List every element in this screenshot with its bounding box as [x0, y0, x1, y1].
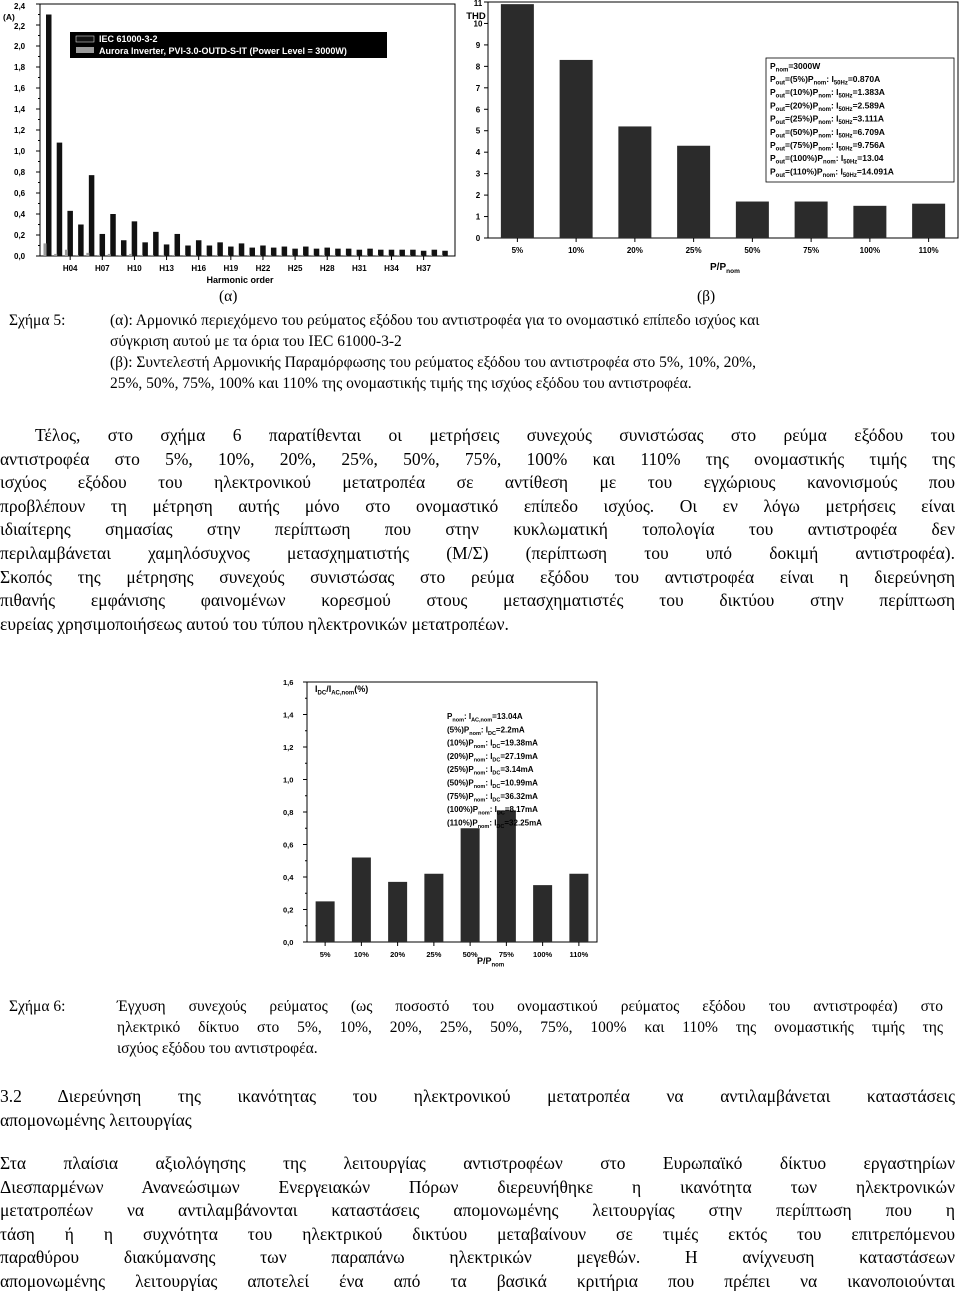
harmonics-bar-iec: [228, 247, 234, 256]
fig6-caption-line: ηλεκτρικό δίκτυο στο 5%, 10%, 20%, 25%, 50%, 75%, 100% και 110% της ονομαστικής τιμής της: [117, 1019, 943, 1036]
thd-legend-entry: $P_{out}=(5\%)P_{nom}$: $I_{50Hz}=0.870A$: [770, 74, 881, 87]
thd-legend-entry: $P_{out}=(10\%)P_{nom}$: $I_{50Hz}=1.383A$: [770, 87, 885, 100]
harmonics-bar-iec: [196, 240, 202, 256]
dc-xtick-label: 20%: [390, 950, 406, 959]
harmonics-bar-iec: [57, 143, 63, 256]
harmonics-xtick-label: H10: [127, 264, 142, 273]
harmonics-ytick-label: 0,0: [14, 252, 26, 261]
paragraph-line: τάση ή η συχνότητα του ηλεκτρικού δικτύου μεταβαίνουν σε τιμές εκτός του επιτρεπόμενου: [0, 1223, 955, 1244]
harmonics-bar-iec: [142, 242, 148, 256]
thd-xtick-label: 110%: [918, 246, 939, 255]
harmonics-bar-iec: [335, 249, 341, 256]
harmonics-bar-aurora: [268, 255, 271, 256]
dc-ytick-label: 0,8: [283, 808, 294, 817]
dc-ytick-label: 0,6: [283, 840, 294, 850]
harmonics-bar-iec: [164, 244, 170, 256]
harmonics-ytick-label: 1,0: [14, 147, 26, 156]
harmonics-bar-aurora: [322, 255, 325, 256]
fig6-label: Σχήμα 6:: [9, 998, 66, 1015]
thd-legend-entry: $P_{out}=(110\%)P_{nom}$: $I_{50Hz}=14.091A$: [770, 166, 894, 179]
harmonics-bar-aurora: [204, 255, 207, 256]
thd-ytick-label: 8: [475, 62, 481, 72]
harmonics-bar-aurora: [183, 255, 186, 256]
harmonics-bar-iec: [185, 246, 191, 257]
thd-bar: [736, 202, 769, 238]
dc-ytick-label: 1,6: [283, 678, 294, 687]
harmonics-bar-aurora: [161, 255, 164, 256]
dc-bar: [352, 858, 371, 943]
harmonics-bar-aurora: [140, 255, 143, 256]
dc-bar: [533, 885, 552, 942]
thd-ytick-label: 0: [475, 234, 481, 243]
thd-ytick-label: 10: [473, 19, 483, 29]
harmonics-bar-aurora: [54, 254, 57, 256]
fig5-caption-line: (β): Συντελεστή Αρμονικής Παραμόρφωσης του ρεύματος εξόδου του αντιστροφέα στο 5%, 10%, 20%,: [110, 354, 756, 371]
dc-legend-entry: $(10\%)P_{nom}$: $I_{DC}=19.38mA$: [447, 738, 538, 751]
harmonics-bar-aurora: [440, 255, 443, 256]
harmonics-xtick-label: H13: [159, 264, 174, 273]
paragraph-line: ισχύος εξόδου του ηλεκτρονικού μετατροπέα σε αντίθεση με του εγχώριους κανονισμούς που: [0, 472, 955, 493]
harmonics-bar-iec: [67, 211, 73, 256]
thd-ytick-label: 1: [475, 212, 481, 222]
harmonics-bar-aurora: [343, 255, 346, 256]
harmonics-bar-iec: [292, 249, 298, 256]
harmonics-xlabel: Harmonic order: [206, 275, 274, 285]
harmonics-bar-iec: [78, 225, 84, 257]
harmonics-ytick-label: 2,4: [14, 2, 26, 11]
section-paragraph: [0, 1152, 955, 1294]
thd-ytick-label: 11: [473, 0, 483, 8]
harmonics-xtick-label: H04: [62, 264, 78, 273]
paragraph-line: Διεσπαρμένων Ανανεώσιμων Ενεργειακών Πόρων διερευνήθηκε η ικανότητα των ηλεκτρονικών: [0, 1176, 955, 1197]
harmonics-bar-iec: [271, 248, 277, 256]
harmonics-ytick-label: 0,4: [14, 210, 26, 219]
dc-ytick-label: 0,4: [283, 873, 294, 882]
harmonics-bar-aurora: [65, 250, 68, 256]
harmonics-ytick-label: 2,2: [14, 22, 26, 31]
harmonics-bar-aurora: [429, 255, 432, 256]
harmonics-ytick-label: 1,8: [14, 63, 26, 72]
thd-xtick-label: 20%: [626, 246, 643, 255]
harmonics-bar-aurora: [86, 253, 89, 256]
harmonics-bar-iec: [282, 247, 288, 256]
harmonics-ylabel: (A): [3, 12, 15, 22]
thd-ytick-label: 9: [475, 40, 481, 50]
harmonics-bar-aurora: [365, 255, 368, 256]
harmonics-xtick-label: H22: [255, 264, 271, 273]
dc-xtick-label: 110%: [569, 950, 589, 959]
thd-legend-entry: $P_{out}=(50\%)P_{nom}$: $I_{50Hz}=6.709A$: [770, 126, 885, 140]
harmonics-bar-iec: [442, 251, 448, 256]
harmonics-bar-iec: [153, 232, 159, 256]
harmonics-bar-aurora: [76, 255, 79, 256]
dc-bar: [497, 810, 516, 942]
dc-ytick-label: 0,2: [283, 905, 294, 915]
dc-ytick-label: 1,0: [283, 775, 294, 785]
thd-ytick-label: 2: [475, 191, 481, 201]
harmonics-bar-aurora: [172, 255, 175, 256]
thd-legend-entry: $P_{out}=(20\%)P_{nom}$: $I_{50Hz}=2.589A$: [770, 100, 885, 113]
thd-chart: [460, 0, 960, 290]
dc-bar: [316, 901, 335, 942]
harmonics-bar-iec: [357, 250, 363, 256]
fig6-caption-line: ισχύος εξόδου του αντιστροφέα.: [117, 1040, 318, 1057]
harmonics-xtick-label: H34: [384, 264, 399, 273]
thd-legend: [766, 58, 954, 182]
dc-legend-entry: $(25\%)P_{nom}$: $I_{DC}=3.14mA$: [447, 765, 534, 777]
harmonics-bar-iec: [346, 249, 352, 256]
harmonics-bar-aurora: [226, 255, 229, 256]
harmonics-bar-iec: [260, 246, 266, 257]
harmonics-bar-iec: [110, 214, 116, 256]
harmonics-bar-iec: [314, 249, 320, 256]
harmonics-bar-iec: [410, 250, 416, 256]
harmonics-bar-iec: [421, 251, 427, 256]
harmonics-bar-iec: [175, 234, 181, 256]
dc-bar: [461, 828, 480, 942]
thd-bar: [853, 206, 886, 238]
harmonics-bar-aurora: [418, 255, 421, 256]
harmonics-bar-aurora: [129, 254, 132, 256]
harmonics-bar-iec: [367, 249, 373, 256]
harmonics-bar-iec: [378, 250, 384, 256]
harmonics-bar-iec: [303, 247, 309, 256]
fig6-caption-line: Έγχυση συνεχούς ρεύματος (ως ποσοστό του ονομαστικού ρεύματος εξόδου του αντιστροφέα) στο: [117, 998, 943, 1015]
thd-ytick-label: 3: [475, 169, 481, 179]
harmonics-bar-aurora: [118, 255, 121, 256]
dc-bar: [388, 882, 407, 942]
paragraph-line: Σκοπός της μέτρησης συνεχούς συνιστώσας στο ρεύμα εξόδου του αντιστροφέα είναι η διερεύνηση: [0, 566, 955, 587]
harmonics-ytick-label: 1,2: [14, 126, 26, 135]
fig5-caption-line: σύγκριση αυτού με τα όρια του IEC 61000-3-2: [110, 333, 402, 350]
thd-bar: [795, 202, 828, 238]
thd-xlabel: $P/P_{nom}$: [710, 262, 740, 275]
harmonics-bar-iec: [132, 221, 138, 256]
harmonics-bar-aurora: [247, 255, 250, 256]
legend-swatch-iec: [76, 36, 94, 42]
harmonics-bar-iec: [46, 15, 52, 257]
dc-bar: [569, 874, 588, 942]
harmonics-ytick-label: 1,4: [14, 105, 26, 114]
dc-xtick-label: 50%: [462, 950, 478, 959]
harmonics-ytick-label: 1,6: [14, 84, 26, 93]
harmonics-bar-iec: [100, 234, 106, 256]
fig5-sublabel-a: (α): [219, 288, 238, 305]
harmonics-bar-aurora: [236, 255, 239, 256]
harmonics-bar-aurora: [376, 255, 379, 256]
harmonics-bar-aurora: [354, 255, 357, 256]
thd-ytick-label: 7: [475, 83, 481, 93]
thd-legend-entry: $P_{out}=(75\%)P_{nom}$: $I_{50Hz}=9.756A$: [770, 140, 885, 153]
dc-legend-entry: $(110\%)P_{nom}$: $I_{DC}=32.25mA$: [447, 818, 542, 830]
harmonics-ytick-label: 0,6: [14, 189, 26, 198]
paragraph-line: αντιστροφέα στο 5%, 10%, 20%, 25%, 50%, 75%, 100% και 110% της ονομαστικής τιμής της: [0, 448, 955, 469]
thd-legend-entry: $P_{out}=(100\%)P_{nom}$: $I_{50Hz}=13.04$: [770, 153, 884, 166]
harmonics-xtick-label: H25: [287, 264, 303, 273]
harmonics-bar-aurora: [397, 255, 400, 256]
harmonics-xtick-label: H28: [319, 264, 335, 273]
thd-xtick-label: 100%: [859, 246, 881, 255]
harmonics-bar-aurora: [386, 255, 389, 256]
fig5-caption-line: (α): Αρμονικό περιεχόμενο του ρεύματος εξόδου του αντιστροφέα για το ονομαστικό επίπεδο ισχύος και: [110, 312, 760, 329]
body-paragraph-1: [0, 424, 955, 636]
harmonics-xtick-label: H07: [94, 264, 110, 273]
harmonics-xtick-label: H19: [223, 264, 239, 273]
dc-ytick-label: 1,4: [283, 710, 294, 720]
harmonics-bar-iec: [324, 248, 330, 256]
thd-xtick-label: 10%: [568, 246, 585, 255]
thd-xtick-label: 5%: [511, 246, 524, 255]
harmonics-bar-iec: [121, 240, 127, 256]
thd-ytick-label: 5: [475, 126, 481, 136]
thd-legend-title: $P_{nom}=3000W$: [770, 61, 821, 74]
thd-xtick-label: 50%: [744, 246, 761, 255]
thd-ytick-label: 6: [475, 105, 481, 115]
harmonics-bar-aurora: [151, 255, 154, 256]
fig5-sublabel-b: (β): [697, 288, 716, 305]
harmonics-bar-aurora: [44, 243, 47, 256]
harmonics-bar-iec: [207, 246, 213, 257]
dc-xtick-label: 75%: [498, 950, 514, 959]
harmonics-bar-aurora: [290, 255, 293, 256]
dc-legend: [447, 712, 542, 830]
harmonics-bar-iec: [89, 175, 95, 256]
heading-line: 3.2 Διερεύνηση της ικανότητας του ηλεκτρονικού μετατροπέα να αντιλαμβάνεται καταστάσεις: [0, 1086, 955, 1106]
harmonics-bar-aurora: [215, 255, 218, 256]
dc-xtick-label: 100%: [533, 950, 553, 959]
harmonics-xtick-label: H31: [352, 264, 367, 273]
section-heading: [0, 1085, 955, 1132]
dc-xtick-label: 10%: [353, 950, 369, 959]
fig5-caption-line: 25%, 50%, 75%, 100% και 110% της ονομαστικής τιμής της ισχύος εξόδου του αντιστροφέα.: [110, 375, 692, 392]
harmonics-bar-aurora: [333, 255, 336, 256]
harmonics-bar-iec: [389, 250, 395, 256]
dc-legend-entry: $(5\%)P_{nom}$: $I_{DC}=2.2mA$: [447, 725, 525, 737]
harmonics-ytick-label: 0,2: [14, 231, 26, 240]
harmonics-bar-aurora: [301, 255, 304, 256]
paragraph-line: μετατροπέων να αντιλαμβάνονται καταστάσεις απομονωμένης λειτουργίας στην περίπτωση που η: [0, 1200, 955, 1221]
thd-ytick-label: 4: [475, 148, 481, 158]
dc-xtick-label: 5%: [319, 950, 331, 959]
dc-legend-entry: $(100\%)P_{nom}$: $I_{DC}=8.17mA$: [447, 805, 538, 817]
legend-swatch-aurora: [76, 47, 94, 53]
harmonics-ytick-label: 2,0: [14, 42, 26, 51]
harmonics-bar-iec: [399, 250, 405, 256]
thd-bar: [560, 60, 593, 238]
paragraph-line: απομονωμένης λειτουργίας αποτελεί ένα από τα βασικά κριτήρια που πρέπει να ικανοποιούνται: [0, 1270, 955, 1291]
paragraph-line: ευρείας χρησιμοποιήσεως αυτού του τύπου ηλεκτρονικών μετατροπέων.: [0, 613, 509, 634]
harmonics-bar-iec: [239, 243, 245, 256]
harmonics-bar-iec: [432, 250, 438, 256]
fig5-caption: [110, 310, 950, 394]
dc-ylabel: $I_{DC}/I_{AC,nom}(\%)$: [315, 684, 369, 697]
thd-bar: [618, 126, 651, 238]
dc-xlabel: $P/P_{nom}$: [477, 956, 505, 969]
thd-bar: [677, 146, 710, 238]
dc-bar: [424, 874, 443, 942]
dc-injection-chart: [270, 672, 600, 972]
thd-xtick-label: 75%: [803, 246, 820, 255]
dc-xtick-label: 25%: [426, 950, 442, 959]
harmonics-bar-iec: [250, 248, 256, 256]
harmonics-bar-aurora: [311, 255, 314, 256]
paragraph-line: ιδιαίτερης σημασίας στην περίπτωση που στην κυκλωματική τοπολογία του αντιστροφέα δεν: [0, 519, 955, 540]
paragraph-line: Στα πλαίσια αξιολόγησης της λειτουργίας αντιστροφέων στο Ευρωπαϊκό δίκτυο εργαστηρίων: [0, 1153, 955, 1173]
paragraph-line: προβλέπουν τη μέτρηση αυτής μόνο στο ονομαστικό επίπεδο ισχύος. Οι εν λόγω μετρήσεις είναι: [0, 495, 955, 516]
legend-aurora: Aurora Inverter, PVI-3.0-OUTD-S-IT (Power Level = 3000W): [99, 46, 347, 56]
thd-legend-entry: $P_{out}=(25\%)P_{nom}$: $I_{50Hz}=3.111A$: [770, 113, 884, 127]
harmonics-bar-aurora: [258, 255, 261, 256]
legend-iec: IEC 61000-3-2: [99, 34, 158, 44]
harmonics-chart: [0, 0, 460, 290]
paragraph-line: παραθύρου διακύμανσης των παραπάνω ηλεκτρικών μεγεθών. Η ανίχνευση καταστάσεων: [0, 1247, 955, 1268]
harmonics-ytick-label: 0,8: [14, 168, 26, 177]
dc-ytick-label: 1,2: [283, 743, 294, 752]
harmonics-bar-aurora: [408, 255, 411, 256]
thd-bar: [912, 204, 945, 238]
paragraph-line: περιλαμβάνεται χαμηλόσυχνος μετασχηματιστής (Μ/Σ) (περίπτωση του υπό δοκιμή αντιστροφέα).: [0, 542, 955, 563]
harmonics-bar-iec: [217, 242, 223, 256]
harmonics-xtick-label: H16: [191, 264, 207, 273]
dc-legend-entry: $(50\%)P_{nom}$: $I_{DC}=10.99mA$: [447, 778, 538, 790]
fig5-label: Σχήμα 5:: [9, 312, 66, 329]
thd-bar: [501, 4, 534, 238]
harmonics-bar-aurora: [108, 254, 111, 256]
harmonics-bar-aurora: [97, 255, 100, 256]
dc-ytick-label: 0,0: [283, 938, 294, 947]
harmonics-bar-aurora: [279, 255, 282, 256]
fig6-caption: [117, 996, 943, 1059]
dc-legend-entry: $P_{nom}$: $I_{AC,nom}=13.04A$: [447, 712, 523, 724]
heading-line: απομονωμένης λειτουργίας: [0, 1109, 192, 1130]
harmonics-bar-aurora: [193, 255, 196, 256]
thd-ylabel: THD: [466, 11, 486, 22]
paragraph-line: πιθανής εμφάνισης φαινομένων κορεσμού στους μετασχηματιστές του δικτύου στην περίπτωση: [0, 590, 955, 611]
paragraph-line: Τέλος, στο σχήμα 6 παρατίθενται οι μετρήσεις συνεχούς συνιστώσας στο ρεύμα εξόδου του: [35, 425, 955, 445]
thd-xtick-label: 25%: [685, 246, 702, 255]
dc-legend-entry: $(75\%)P_{nom}$: $I_{DC}=36.32mA$: [447, 791, 538, 804]
harmonics-xtick-label: H37: [416, 264, 431, 273]
dc-legend-entry: $(20\%)P_{nom}$: $I_{DC}=27.19mA$: [447, 751, 538, 764]
